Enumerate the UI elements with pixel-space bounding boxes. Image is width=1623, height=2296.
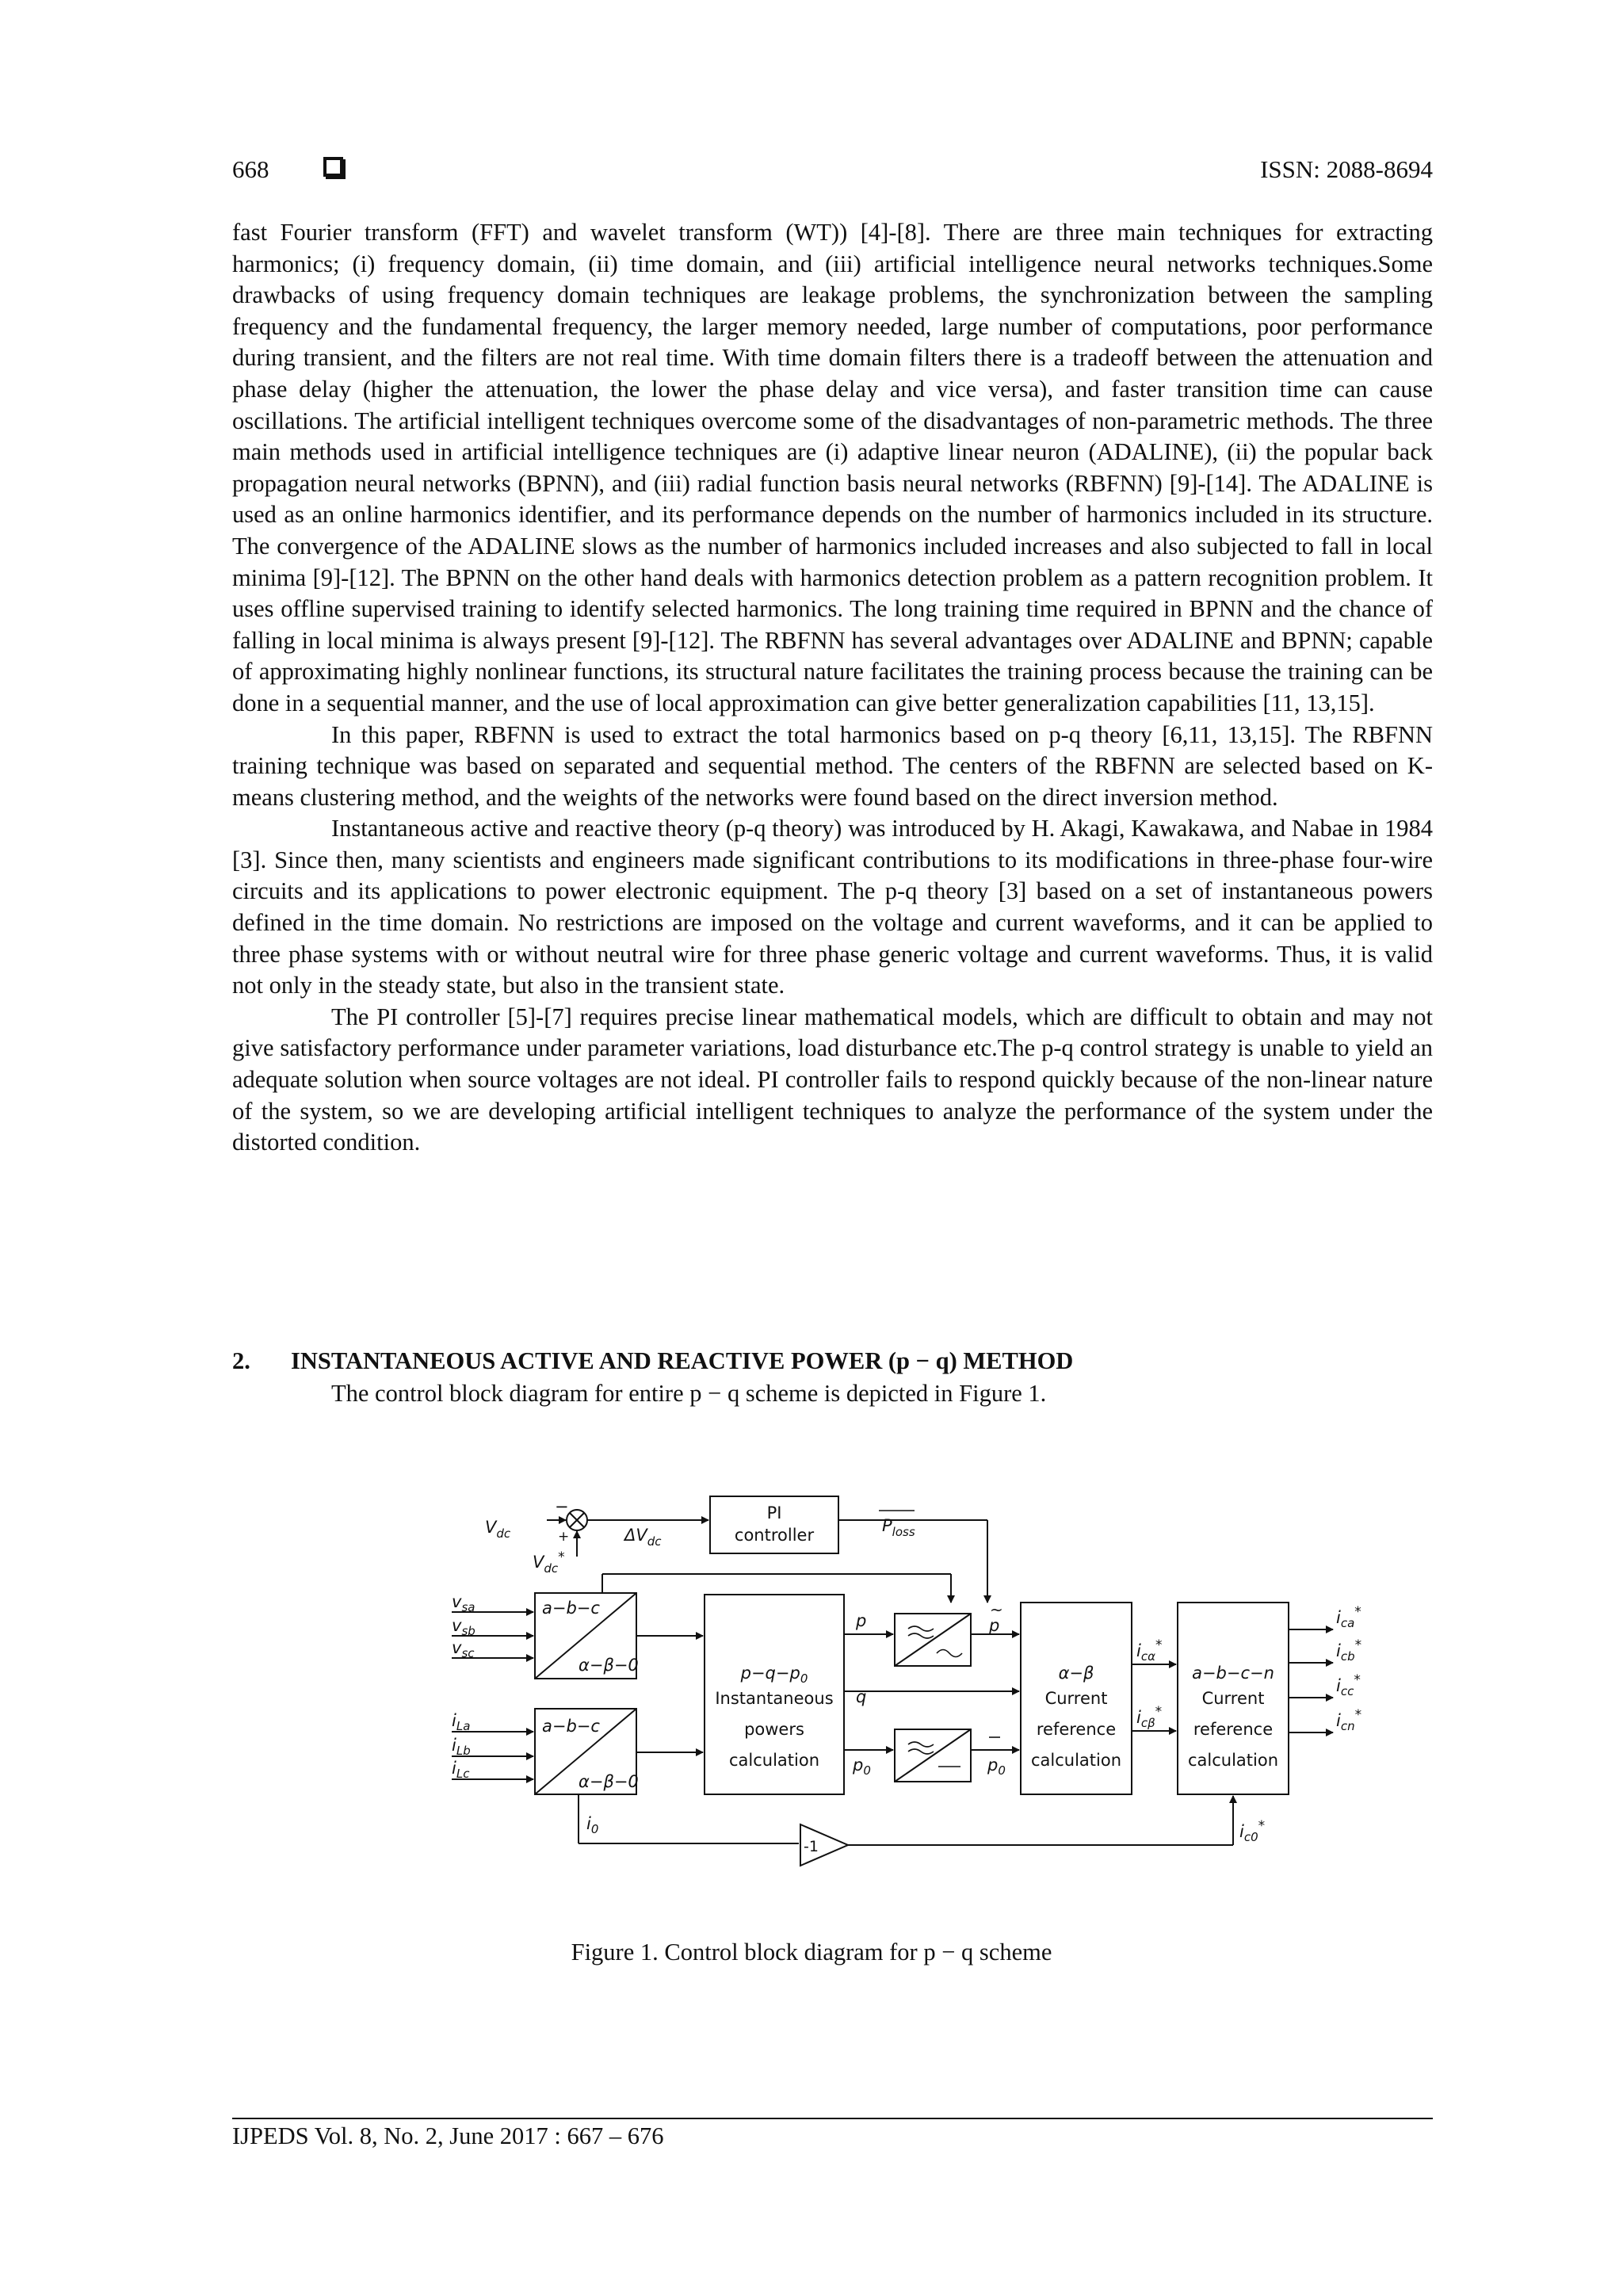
icc-out-label: $i_{cc}^*$: [1336, 1672, 1361, 1698]
paragraph: fast Fourier transform (FFT) and wavelet transform (WT)) [4]-[8]. There are three main techniques for extracting harmonics; (i) frequency domain, (ii) time domain, and (iii) artificial intelligence neural networks techniques.Some drawbacks of using frequency domain techniques are leakage problems, the synchronization between the sampling frequency and the fundamental frequency, the larger memory needed, large number of computations, poor performance during transient, and the filters are not real time. With time domain filters there is a tradeoff between the attenuation and phase delay (higher the attenuation, the lower the phase delay and vice versa), and faster transition time can cause oscillations. The artificial intelligent techniques overcome some of the disadvantages of non-parametric methods. The three main methods used in artificial intelligence techniques are (i) adaptive linear neuron (ADALINE), (ii) the popular back propagation neural networks (BPNN), and (iii) radial function basis neural networks (RBFNN) [9]-[14]. The ADALINE is used as an online harmonics identifier, and its performance depends on the number of harmonics included in its structure. The convergence of the ADALINE slows as the number of harmonics included increases and also subjected to fall in local minima [9]-[12]. The BPNN on the other hand deals with harmonics detection problem as a pattern recognition problem. It uses offline supervised training to identify selected harmonics. The long training time required in BPNN and the chance of falling in local minima is always present [9]-[12]. The RBFNN has several advantages over ADALINE and BPNN; capable of approximating highly nonlinear functions, its structural nature facilitates the training process because the training can be done in a sequential manner, and the use of local approximation can give better generalization capabilities [11, 13,15].: [232, 219, 1433, 716]
tilde-mark: ~: [990, 1600, 1003, 1619]
icb-label: $i_{c\beta}^*$: [1136, 1704, 1163, 1730]
pi-label-line2: controller: [734, 1526, 815, 1545]
pqp0-title: $p-q-p_0$: [740, 1664, 808, 1686]
voltage-ab0-label: α−β−0: [579, 1656, 639, 1675]
alpha-beta-line2: reference: [1036, 1720, 1117, 1739]
section-heading: [232, 1347, 1073, 1375]
paragraph: In this paper, RBFNN is used to extract the total harmonics based on p-q theory [6,11, 13,15]. The RBFNN training technique was based on separated and sequential method. The centers of the RBFNN are selected based on K-means clustering method, and the weights of the networks were found based on the direct inversion method.: [232, 720, 1433, 811]
vdc-label: $V_{dc}$: [485, 1518, 511, 1541]
inst-label-line2: powers: [744, 1720, 804, 1739]
pi-label-line1: PI: [766, 1503, 782, 1522]
current-abc-label: a−b−c: [542, 1717, 600, 1736]
p0-label: $p_0$: [853, 1755, 871, 1778]
vsa-label: $v_{sa}$: [452, 1592, 475, 1614]
p-tilde-label: p: [989, 1616, 1000, 1635]
vsc-label: $v_{sc}$: [452, 1638, 475, 1660]
ilb-label: $i_{Lb}$: [452, 1736, 471, 1758]
voltage-abc-label: a−b−c: [542, 1599, 600, 1618]
footer-divider: [232, 2118, 1433, 2119]
icn-out-label: $i_{cn}^*$: [1336, 1707, 1362, 1733]
ica-out-label: $i_{ca}^*$: [1336, 1604, 1361, 1630]
section-number: 2.: [232, 1347, 250, 1374]
ilc-label: $i_{Lc}$: [452, 1759, 470, 1781]
issn: ISSN: 2088-8694: [1260, 155, 1433, 183]
abcn-line1: Current: [1201, 1689, 1265, 1708]
vsb-label: $v_{sb}$: [452, 1616, 475, 1638]
page-number: 668: [232, 155, 269, 183]
p0-bar-label: $p_0$: [987, 1755, 1006, 1778]
inst-label-line3: calculation: [728, 1751, 820, 1770]
plus-sign: +: [558, 1529, 570, 1545]
vdc-reference-label: $V_{dc}^*$: [533, 1549, 565, 1576]
abcn-line2: reference: [1193, 1720, 1274, 1739]
ica-label: $i_{c\alpha}^*$: [1136, 1637, 1163, 1664]
icb-out-label: $i_{cb}^*$: [1336, 1637, 1362, 1664]
alpha-beta-line1: Current: [1044, 1689, 1108, 1708]
i0-label: $i_0$: [586, 1814, 599, 1836]
q-label: q: [856, 1687, 867, 1706]
body-text: [232, 217, 1433, 1159]
p-label: p: [856, 1611, 867, 1630]
abcn-line3: calculation: [1187, 1751, 1279, 1770]
inst-label-line1: Instantaneous: [715, 1689, 834, 1708]
figure-caption: Figure 1. Control block diagram for p − q scheme: [571, 1939, 1052, 1966]
ploss-label: $P_{loss}$: [882, 1516, 915, 1539]
section-intro: The control block diagram for entire p − q scheme is depicted in Figure 1.: [331, 1380, 1047, 1407]
abcn-title: a−b−c−n: [1192, 1664, 1274, 1683]
minus-sign: −: [555, 1497, 569, 1516]
current-ab0-label: α−β−0: [579, 1772, 639, 1791]
delta-vdc-label: $\Delta V_{dc}$: [624, 1526, 662, 1549]
footer-citation: IJPEDS Vol. 8, No. 2, June 2017 : 667 – 676: [232, 2122, 664, 2149]
ila-label: $i_{La}$: [452, 1711, 471, 1733]
control-block-diagram: [444, 1468, 1362, 1912]
alpha-beta-line3: calculation: [1030, 1751, 1122, 1770]
ic0-label: $i_{c0}^*$: [1239, 1818, 1266, 1844]
paragraph: Instantaneous active and reactive theory (p-q theory) was introduced by H. Akagi, Kawakawa, and Nabae in 1984 [3]. Since then, many scientists and engineers made significant contributions to its modifications in three-phase four-wire circuits and its applications to power electronic equipment. The p-q theory [3] based on a set of instantaneous powers defined in the time domain. No restrictions are imposed on the voltage and current waveforms, and it can be applied to three phase systems with or without neutral wire for three phase generic voltage and current waveforms. Thus, it is valid not only in the steady state, but also in the transient state.: [232, 815, 1433, 999]
section-title: INSTANTANEOUS ACTIVE AND REACTIVE POWER (p − q) METHOD: [291, 1347, 1074, 1374]
gain-label: -1: [804, 1838, 819, 1855]
paragraph: The PI controller [5]-[7] requires precise linear mathematical models, which are difficult to obtain and may not give satisfactory performance under parameter variations, load disturbance etc.The p-q control strategy is unable to yield an adequate solution when source voltages are not ideal. PI controller fails to respond quickly because of the non-linear nature of the system, so we are developing artificial intelligent techniques to analyze the performance of the system under the distorted condition.: [232, 1003, 1433, 1156]
alpha-beta-title: α−β: [1058, 1664, 1094, 1683]
checkbox-glyph-icon: [323, 157, 343, 177]
